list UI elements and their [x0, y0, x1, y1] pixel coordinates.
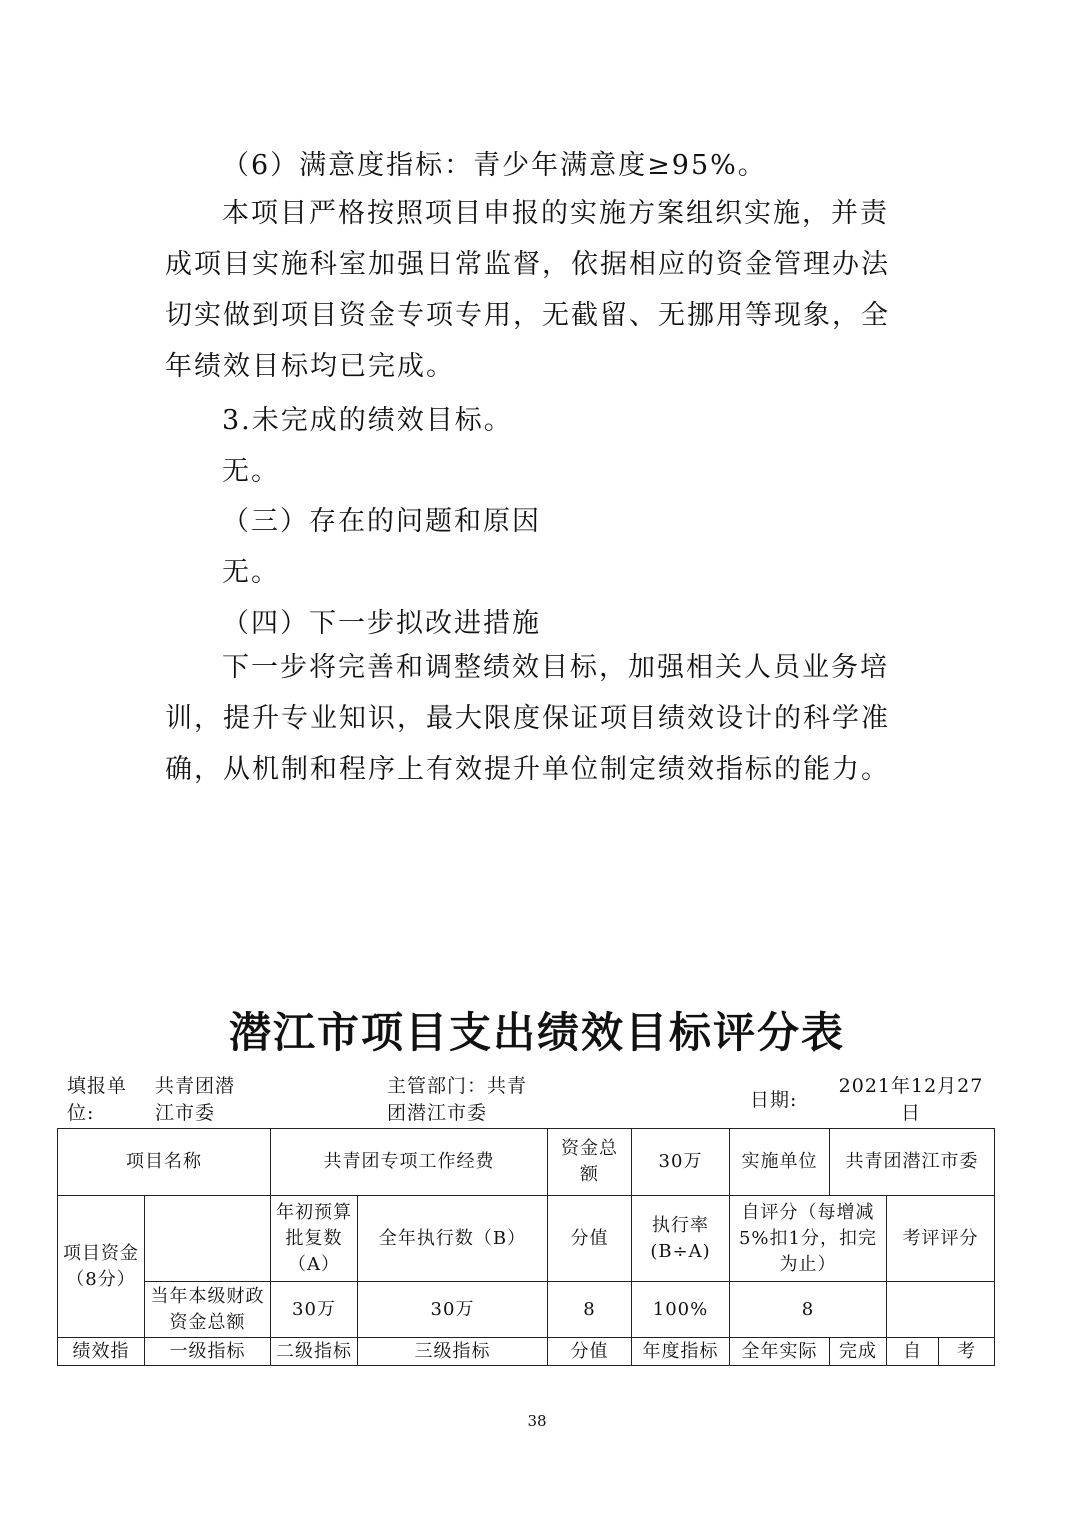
- level3-indicator-label: 三级指标: [358, 1338, 548, 1366]
- annual-target-header: 年度指标: [632, 1338, 730, 1366]
- score-table: [57, 1128, 995, 1366]
- table-row: [58, 1129, 995, 1196]
- execution-label: 全年执行数（B）: [358, 1196, 548, 1282]
- execution-value: 30万: [358, 1282, 548, 1338]
- table-row: [58, 1338, 995, 1366]
- impl-unit-value: 共青团潜江市委: [830, 1129, 995, 1196]
- annual-actual-header: 全年实际: [730, 1338, 830, 1366]
- fund-total-label: 资金总额: [548, 1129, 632, 1196]
- execution-rate-label: 执行率(B÷A): [632, 1196, 730, 1282]
- page-number: 38: [527, 1412, 547, 1430]
- table-row: [58, 1196, 995, 1282]
- fund-total-value: 30万: [632, 1129, 730, 1196]
- heading-problems: （三）存在的问题和原因: [222, 506, 541, 537]
- level1-indicator-label: 一级指标: [145, 1338, 271, 1366]
- budget-label: 年初预算批复数（A）: [271, 1196, 358, 1282]
- score-value: 8: [548, 1282, 632, 1338]
- perf-indicator-label: 绩效指: [58, 1338, 145, 1366]
- score-label: 分值: [548, 1196, 632, 1282]
- project-fund-label: 项目资金（8分）: [58, 1196, 145, 1338]
- paragraph-improvements: 下一步将完善和调整绩效目标，加强相关人员业务培训，提升专业知识，最大限度保证项目绩效设计的科学准确，从机制和程序上有效提升单位制定绩效指标的能力。: [165, 652, 890, 785]
- completion-header: 完成: [830, 1338, 887, 1366]
- fund-source-label: 当年本级财政资金总额: [145, 1282, 271, 1338]
- empty-cell: [145, 1196, 271, 1282]
- self-score-value: 8: [730, 1282, 887, 1338]
- text-none-1: 无。: [222, 456, 280, 487]
- review-score-value: [887, 1282, 995, 1338]
- execution-rate-value: 100%: [632, 1282, 730, 1338]
- filler-label: 填报单 位:: [67, 1075, 128, 1124]
- review-header: 考: [939, 1338, 995, 1366]
- supervising-dept: 主管部门：共青 团潜江市委: [387, 1075, 528, 1124]
- budget-value: 30万: [271, 1282, 358, 1338]
- filler-value: 共青团潜 江市委: [155, 1075, 236, 1124]
- level2-indicator-label: 二级指标: [271, 1338, 358, 1366]
- table-row: [58, 1282, 995, 1338]
- score-header: 分值: [548, 1338, 632, 1366]
- date-label: 日期:: [750, 1089, 798, 1111]
- item-6-satisfaction: （6）满意度指标：青少年满意度≥95%。: [222, 150, 767, 181]
- self-score-label: 自评分（每增减5%扣1分，扣完为止）: [730, 1196, 887, 1282]
- project-name-label: 项目名称: [58, 1129, 271, 1196]
- impl-unit-label: 实施单位: [730, 1129, 830, 1196]
- paragraph-implementation: 本项目严格按照项目申报的实施方案组织实施，并责成项目实施科室加强日常监督，依据相应的资金管理办法切实做到项目资金专项专用，无截留、无挪用等现象，全年绩效目标均已完成。: [165, 198, 890, 382]
- heading-unfinished-goals: 3.未完成的绩效目标。: [222, 405, 513, 436]
- text-none-2: 无。: [222, 557, 280, 588]
- form-title: 潜江市项目支出绩效目标评分表: [228, 1008, 845, 1057]
- self-header: 自: [887, 1338, 939, 1366]
- review-score-label: 考评评分: [887, 1196, 995, 1282]
- date-value: 2021年12月27 日: [838, 1075, 984, 1124]
- project-name-value: 共青团专项工作经费: [271, 1129, 548, 1196]
- heading-improvements: （四）下一步拟改进措施: [222, 608, 541, 639]
